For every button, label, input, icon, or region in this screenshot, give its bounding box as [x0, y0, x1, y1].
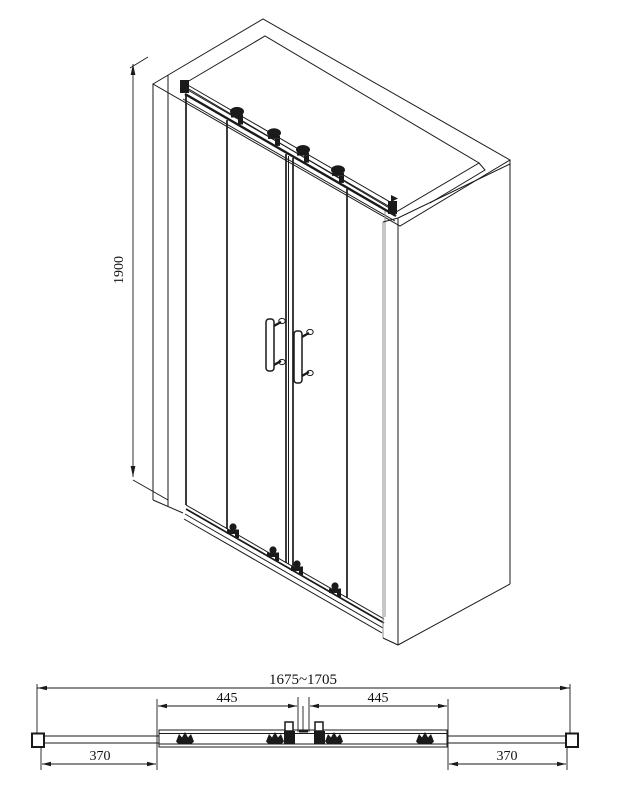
total-width-label: 1675~1705 — [268, 672, 338, 688]
ceiling-frame-outer — [153, 19, 510, 226]
arrow-right-icon — [560, 686, 570, 691]
fixed-panel-left-bar — [44, 736, 159, 743]
door-handle-right — [294, 329, 313, 383]
plan-view — [32, 672, 578, 770]
arrow-right-icon — [288, 704, 297, 708]
top-rail-left-bracket — [180, 80, 189, 93]
arrow-right-icon — [438, 704, 447, 708]
track-assembly — [32, 706, 578, 747]
arrow-left-icon — [38, 686, 48, 691]
left-wall-cap — [32, 734, 44, 748]
left-wall-profile — [133, 75, 183, 513]
handle-bar — [294, 331, 302, 383]
height-dimension-label: 1900 — [112, 256, 127, 284]
glass-panels — [186, 95, 385, 617]
fixed-left-label: 370 — [89, 749, 111, 764]
handle-bar — [266, 319, 274, 371]
door-handle-left — [266, 318, 285, 371]
right-wall-cap — [566, 734, 578, 748]
total-width-dimension — [37, 672, 570, 690]
right-wall-panel — [383, 160, 510, 645]
arrow-left-icon — [42, 762, 51, 766]
ceiling-frame-corner-edge — [430, 163, 485, 203]
height-dimension — [112, 57, 148, 477]
door-right-label: 445 — [367, 691, 389, 706]
fixed-left-dimension — [42, 749, 156, 766]
door-left-dimension — [158, 691, 297, 708]
plan-handle-left — [284, 722, 295, 744]
fixed-panel-right-bar — [447, 736, 566, 743]
bottom-rollers — [227, 523, 341, 597]
arrow-down-icon — [131, 466, 136, 477]
arrow-left-icon — [449, 762, 458, 766]
top-rail-right-bracket — [388, 201, 397, 214]
arrow-left-icon — [158, 704, 167, 708]
arrow-right-icon — [557, 762, 566, 766]
arrow-right-icon — [147, 762, 156, 766]
top-rail-right-stopper — [391, 195, 398, 202]
fixed-right-label: 370 — [496, 749, 518, 764]
isometric-view — [112, 19, 510, 645]
bottom-rail — [184, 505, 384, 633]
plan-handle-right — [314, 722, 325, 744]
arrow-left-icon — [310, 704, 319, 708]
fixed-right-dimension — [449, 749, 566, 766]
extension-lines — [37, 684, 570, 770]
door-left-label: 445 — [216, 691, 238, 706]
center-mark — [299, 730, 308, 733]
door-right-dimension — [310, 691, 447, 708]
